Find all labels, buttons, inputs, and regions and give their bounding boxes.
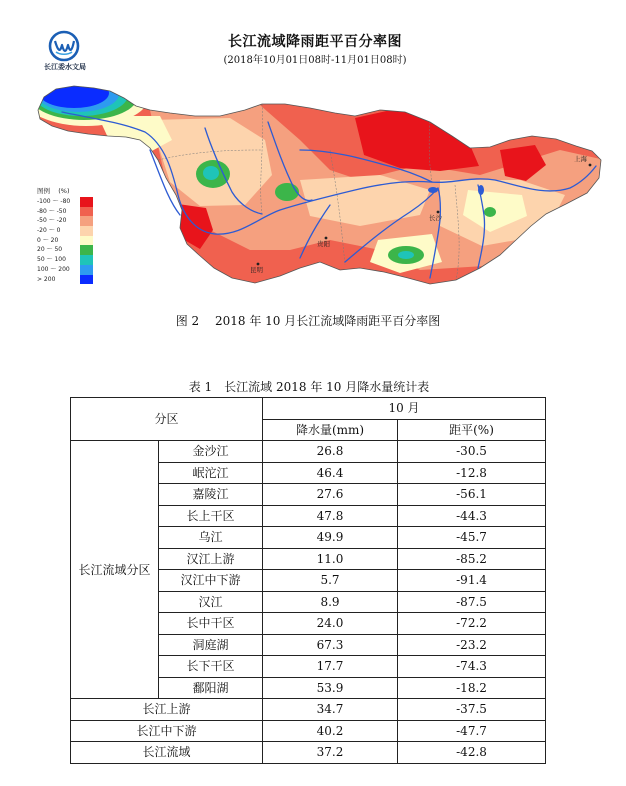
anomaly-patch-green-sichuan: [275, 183, 299, 201]
region-name-cell: 鄱阳湖: [159, 677, 263, 699]
header-region: 分区: [71, 398, 263, 441]
header-month: 10 月: [263, 398, 546, 420]
precip-cell: 53.9: [263, 677, 398, 699]
summary-name-cell: 长江上游: [71, 699, 263, 721]
precip-cell: 34.7: [263, 699, 398, 721]
legend-title: 图例 (%): [37, 187, 70, 195]
place-label-shanghai: 上海: [574, 155, 587, 163]
summary-name-cell: 长江流域: [71, 742, 263, 764]
place-label-changsha: 长沙: [429, 214, 442, 222]
region-name-cell: 洞庭湖: [159, 634, 263, 656]
legend-item-label: -80 ～ -50: [37, 207, 67, 215]
anomaly-cell: -44.3: [398, 505, 546, 527]
region-name-cell: 金沙江: [159, 441, 263, 463]
precip-cell: 24.0: [263, 613, 398, 635]
legend-item: [37, 255, 95, 265]
region-name-cell: 岷沱江: [159, 462, 263, 484]
anomaly-cell: -37.5: [398, 699, 546, 721]
legend-item: [37, 245, 95, 255]
anomaly-cell: -87.5: [398, 591, 546, 613]
legend-swatch: [80, 197, 93, 207]
precip-cell: 5.7: [263, 570, 398, 592]
city-dot-shanghai: [589, 164, 592, 167]
precip-cell: 11.0: [263, 548, 398, 570]
precip-cell: 27.6: [263, 484, 398, 506]
precip-cell: 47.8: [263, 505, 398, 527]
anomaly-cell: -45.7: [398, 527, 546, 549]
legend-item-label: 50 ～ 100: [37, 256, 66, 264]
map-subtitle: (2018年10月01日08时-11月01日08时): [223, 55, 407, 66]
table-caption: 表 1 长江流域 2018 年 10 月降水量统计表: [188, 380, 430, 394]
region-name-cell: 汉江: [159, 591, 263, 613]
precip-cell: 67.3: [263, 634, 398, 656]
region-name-cell: 长上干区: [159, 505, 263, 527]
legend-item-label: 20 ～ 50: [37, 246, 63, 254]
place-label-kunming: 昆明: [250, 266, 263, 274]
map-title: 长江流域降雨距平百分率图: [228, 34, 402, 50]
summary-row: [71, 742, 546, 764]
anomaly-cell: -23.2: [398, 634, 546, 656]
legend-item: [37, 236, 95, 246]
city-dot-changsha: [437, 211, 440, 214]
place-label-guiyang: 贵阳: [317, 240, 330, 248]
region-name-cell: 长中干区: [159, 613, 263, 635]
region-name-cell: 汉江上游: [159, 548, 263, 570]
city-dot-kunming: [257, 263, 260, 266]
region-name-cell: 长下干区: [159, 656, 263, 678]
legend-item-label: 0 ～ 20: [37, 236, 59, 244]
anomaly-cell: -91.4: [398, 570, 546, 592]
legend-swatch: [80, 265, 93, 275]
anomaly-cell: -56.1: [398, 484, 546, 506]
summary-row: [71, 720, 546, 742]
precip-cell: 37.2: [263, 742, 398, 764]
precip-cell: 40.2: [263, 720, 398, 742]
legend-swatch: [80, 216, 93, 226]
precip-cell: 49.9: [263, 527, 398, 549]
map-legend: [37, 185, 95, 284]
logo-text: 长江委水文局: [44, 63, 86, 71]
header-anomaly: 距平(%): [398, 419, 546, 441]
anomaly-patch-green-east: [484, 207, 496, 217]
anomaly-cell: -85.2: [398, 548, 546, 570]
region-name-cell: 乌江: [159, 527, 263, 549]
legend-item: [37, 226, 95, 236]
legend-swatch: [80, 255, 93, 265]
legend-item-label: -100 ～ -80: [37, 198, 71, 205]
precip-cell: 8.9: [263, 591, 398, 613]
legend-item: [37, 197, 95, 207]
group-label-cell: 长江流域分区: [71, 441, 159, 699]
legend-item: [37, 207, 95, 217]
precipitation-stats-table: [70, 397, 546, 764]
summary-row: [71, 699, 546, 721]
city-dot-guiyang: [325, 237, 328, 240]
legend-item: [37, 275, 95, 285]
table-header-row: [71, 398, 546, 420]
anomaly-cell: -74.3: [398, 656, 546, 678]
anomaly-cell: -18.2: [398, 677, 546, 699]
legend-item-label: -50 ～ -20: [37, 217, 67, 225]
legend-item-label: -20 ～ 0: [37, 227, 61, 235]
legend-swatch: [80, 236, 93, 246]
anomaly-cell: -42.8: [398, 742, 546, 764]
legend-swatch: [80, 245, 93, 255]
legend-swatch: [80, 226, 93, 236]
anomaly-patch-teal-core: [203, 166, 219, 180]
header-precip: 降水量(mm): [263, 419, 398, 441]
precip-cell: 26.8: [263, 441, 398, 463]
anomaly-cell: -72.2: [398, 613, 546, 635]
region-name-cell: 汉江中下游: [159, 570, 263, 592]
legend-item-label: 100 ～ 200: [37, 265, 70, 273]
summary-name-cell: 长江中下游: [71, 720, 263, 742]
anomaly-cell: -12.8: [398, 462, 546, 484]
precip-cell: 46.4: [263, 462, 398, 484]
legend-item-label: > 200: [37, 275, 56, 283]
region-name-cell: 嘉陵江: [159, 484, 263, 506]
legend-item: [37, 216, 95, 226]
figure-caption: 图 2 2018 年 10 月长江流域降雨距平百分率图: [175, 314, 441, 328]
legend-swatch: [80, 207, 93, 217]
legend-item: [37, 265, 95, 275]
anomaly-cell: -47.7: [398, 720, 546, 742]
table-row: [71, 441, 546, 463]
anomaly-cell: -30.5: [398, 441, 546, 463]
anomaly-patch-teal-south: [398, 251, 414, 259]
legend-swatch: [80, 275, 93, 285]
lake-poyang: [478, 185, 484, 195]
lake-dongting: [428, 187, 438, 193]
precip-cell: 17.7: [263, 656, 398, 678]
